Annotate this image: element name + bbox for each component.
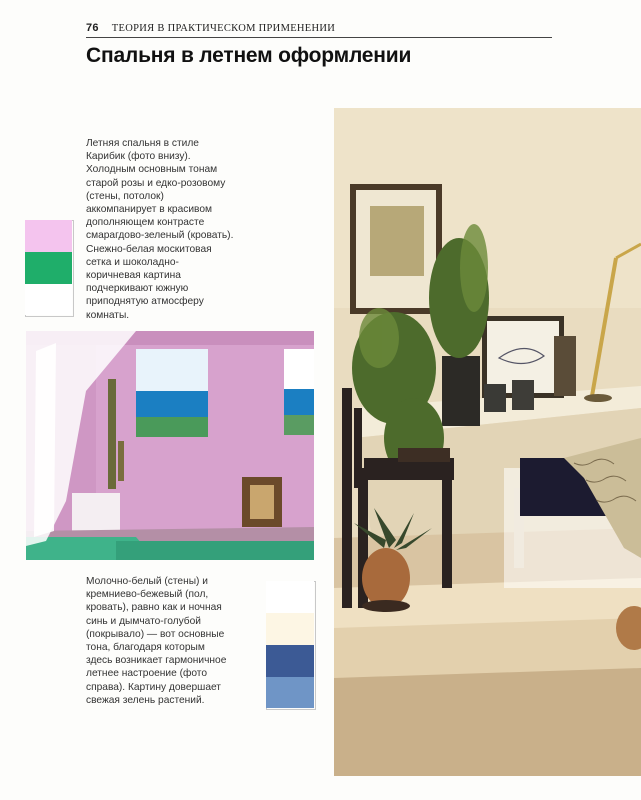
caption-bottom: Молочно-белый (стены) и кремниево-бежевый (пол, кровать), равно как и ночная синь и дымчато-голубой (покрывало) — вот основные тона, благодаря которым здесь возникает гармоничное летнее настроение (фото справа). Картину довершает свежая зелень растений. <box>86 576 227 706</box>
photo-summer-bedroom <box>334 108 641 776</box>
swatch-emerald <box>25 252 72 284</box>
running-head <box>86 22 335 34</box>
page-number: 76 <box>86 22 99 34</box>
swatch-old-rose <box>25 220 72 252</box>
swatch-smoky-blue <box>266 677 314 708</box>
photo-caribbean-bedroom <box>26 331 314 560</box>
swatch-white <box>25 284 72 315</box>
swatch-cream-beige <box>266 613 314 645</box>
running-title: ТЕОРИЯ В ПРАКТИЧЕСКОМ ПРИМЕНЕНИИ <box>111 23 336 34</box>
swatch-milk-white <box>266 581 314 613</box>
caption-top: Летняя спальня в стиле Карибик (фото внизу). Холодным основным тонам старой розы и едко-розовому (стены, потолок) аккомпанирует в красивом дополняющем контрасте смарагдово-зеленый (кровать). Снежно-белая москитовая сетка и шоколадно- коричневая картина подчеркивают южную приподнятую атмосферу комнаты. <box>86 138 234 321</box>
header-rule <box>86 37 552 38</box>
swatch-night-blue <box>266 645 314 677</box>
page-title: Спальня в летнем оформлении <box>86 44 412 67</box>
